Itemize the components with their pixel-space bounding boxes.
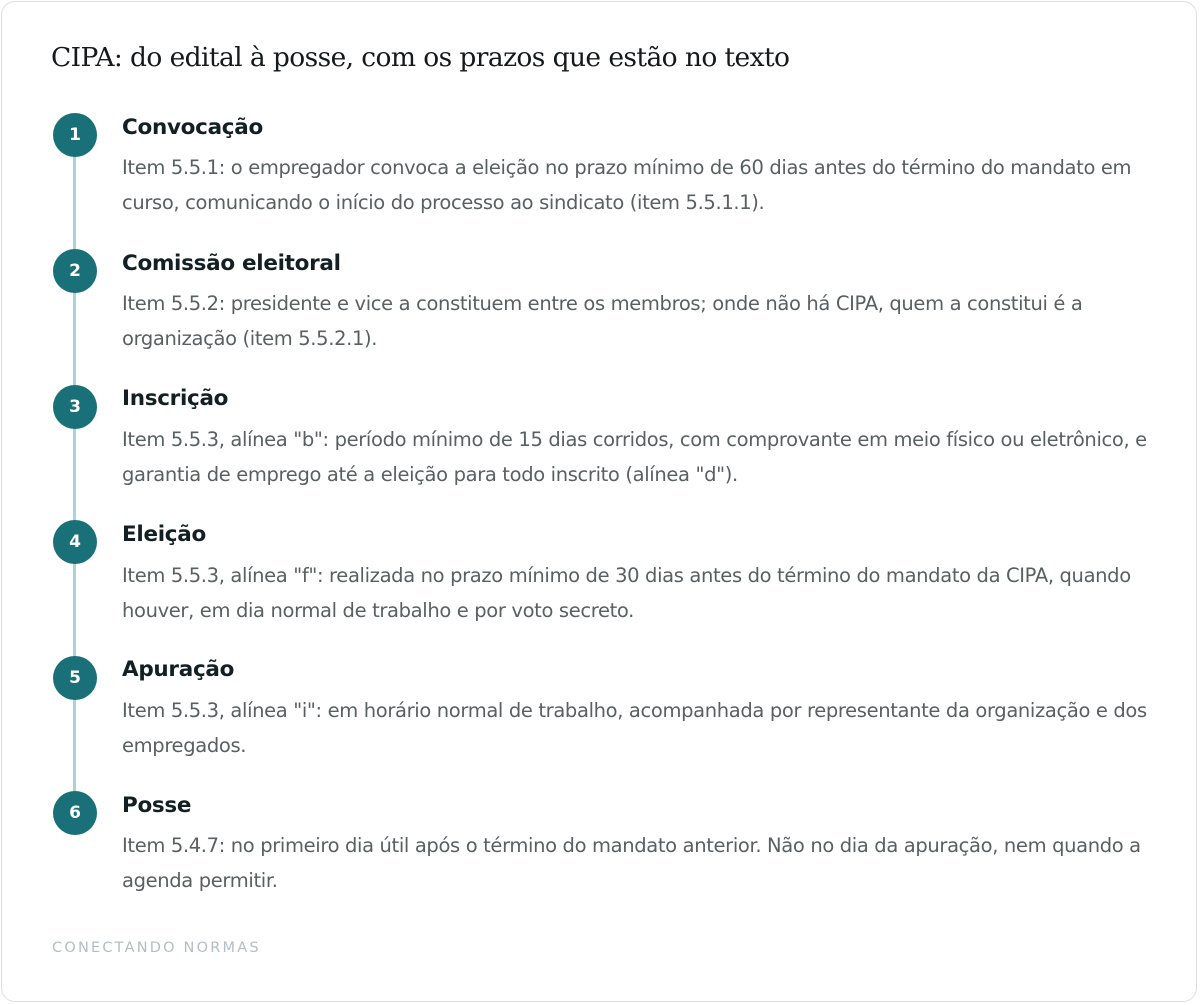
footer-brand: CONECTANDO NORMAS xyxy=(52,940,261,956)
step-description: Item 5.4.7: no primeiro dia útil após o término do mandato anterior. Não no dia da apuração, nem quando a agenda permitir. xyxy=(122,834,1141,892)
page-title: CIPA: do edital à posse, com os prazos que estão no texto xyxy=(51,42,790,73)
step-description: Item 5.5.3, alínea "i": em horário normal de trabalho, acompanhada por representante da organização e dos empregados. xyxy=(122,699,1147,757)
timeline-connector xyxy=(73,290,76,396)
step-number-badge: 2 xyxy=(53,249,97,293)
timeline-connector xyxy=(73,698,76,804)
step-title: Apuração xyxy=(122,657,235,682)
step-title: Posse xyxy=(122,793,192,818)
step-title: Eleição xyxy=(122,522,206,547)
step-number-badge: 4 xyxy=(53,520,97,564)
step-description: Item 5.5.3, alínea "f": realizada no prazo mínimo de 30 dias antes do término do mandato da CIPA, quando houver, em dia normal de trabalho e por voto secreto. xyxy=(122,564,1131,622)
step-title: Inscrição xyxy=(122,386,229,411)
step-title: Convocação xyxy=(122,115,263,140)
step-number-badge: 5 xyxy=(53,656,97,700)
timeline xyxy=(2,2,1196,1001)
step-description: Item 5.5.1: o empregador convoca a eleição no prazo mínimo de 60 dias antes do término do mandato em curso, comunicando o início do processo ao sindicato (item 5.5.1.1). xyxy=(122,156,1132,214)
step-title: Comissão eleitoral xyxy=(122,251,341,276)
step-number-badge: 6 xyxy=(53,791,97,835)
card xyxy=(1,1,1197,1002)
step-description: Item 5.5.2: presidente e vice a constituem entre os membros; onde não há CIPA, quem a constitui é a organização (item 5.5.2.1). xyxy=(122,292,1083,350)
step-description: Item 5.5.3, alínea "b": período mínimo de 15 dias corridos, com comprovante em meio físico ou eletrônico, e garantia de emprego até a eleição para todo inscrito (alínea "d"). xyxy=(122,428,1147,486)
timeline-connector xyxy=(73,154,76,260)
timeline-connector xyxy=(73,426,76,532)
timeline-connector xyxy=(73,562,76,668)
step-number-badge: 1 xyxy=(53,113,97,157)
step-number-badge: 3 xyxy=(53,385,97,429)
